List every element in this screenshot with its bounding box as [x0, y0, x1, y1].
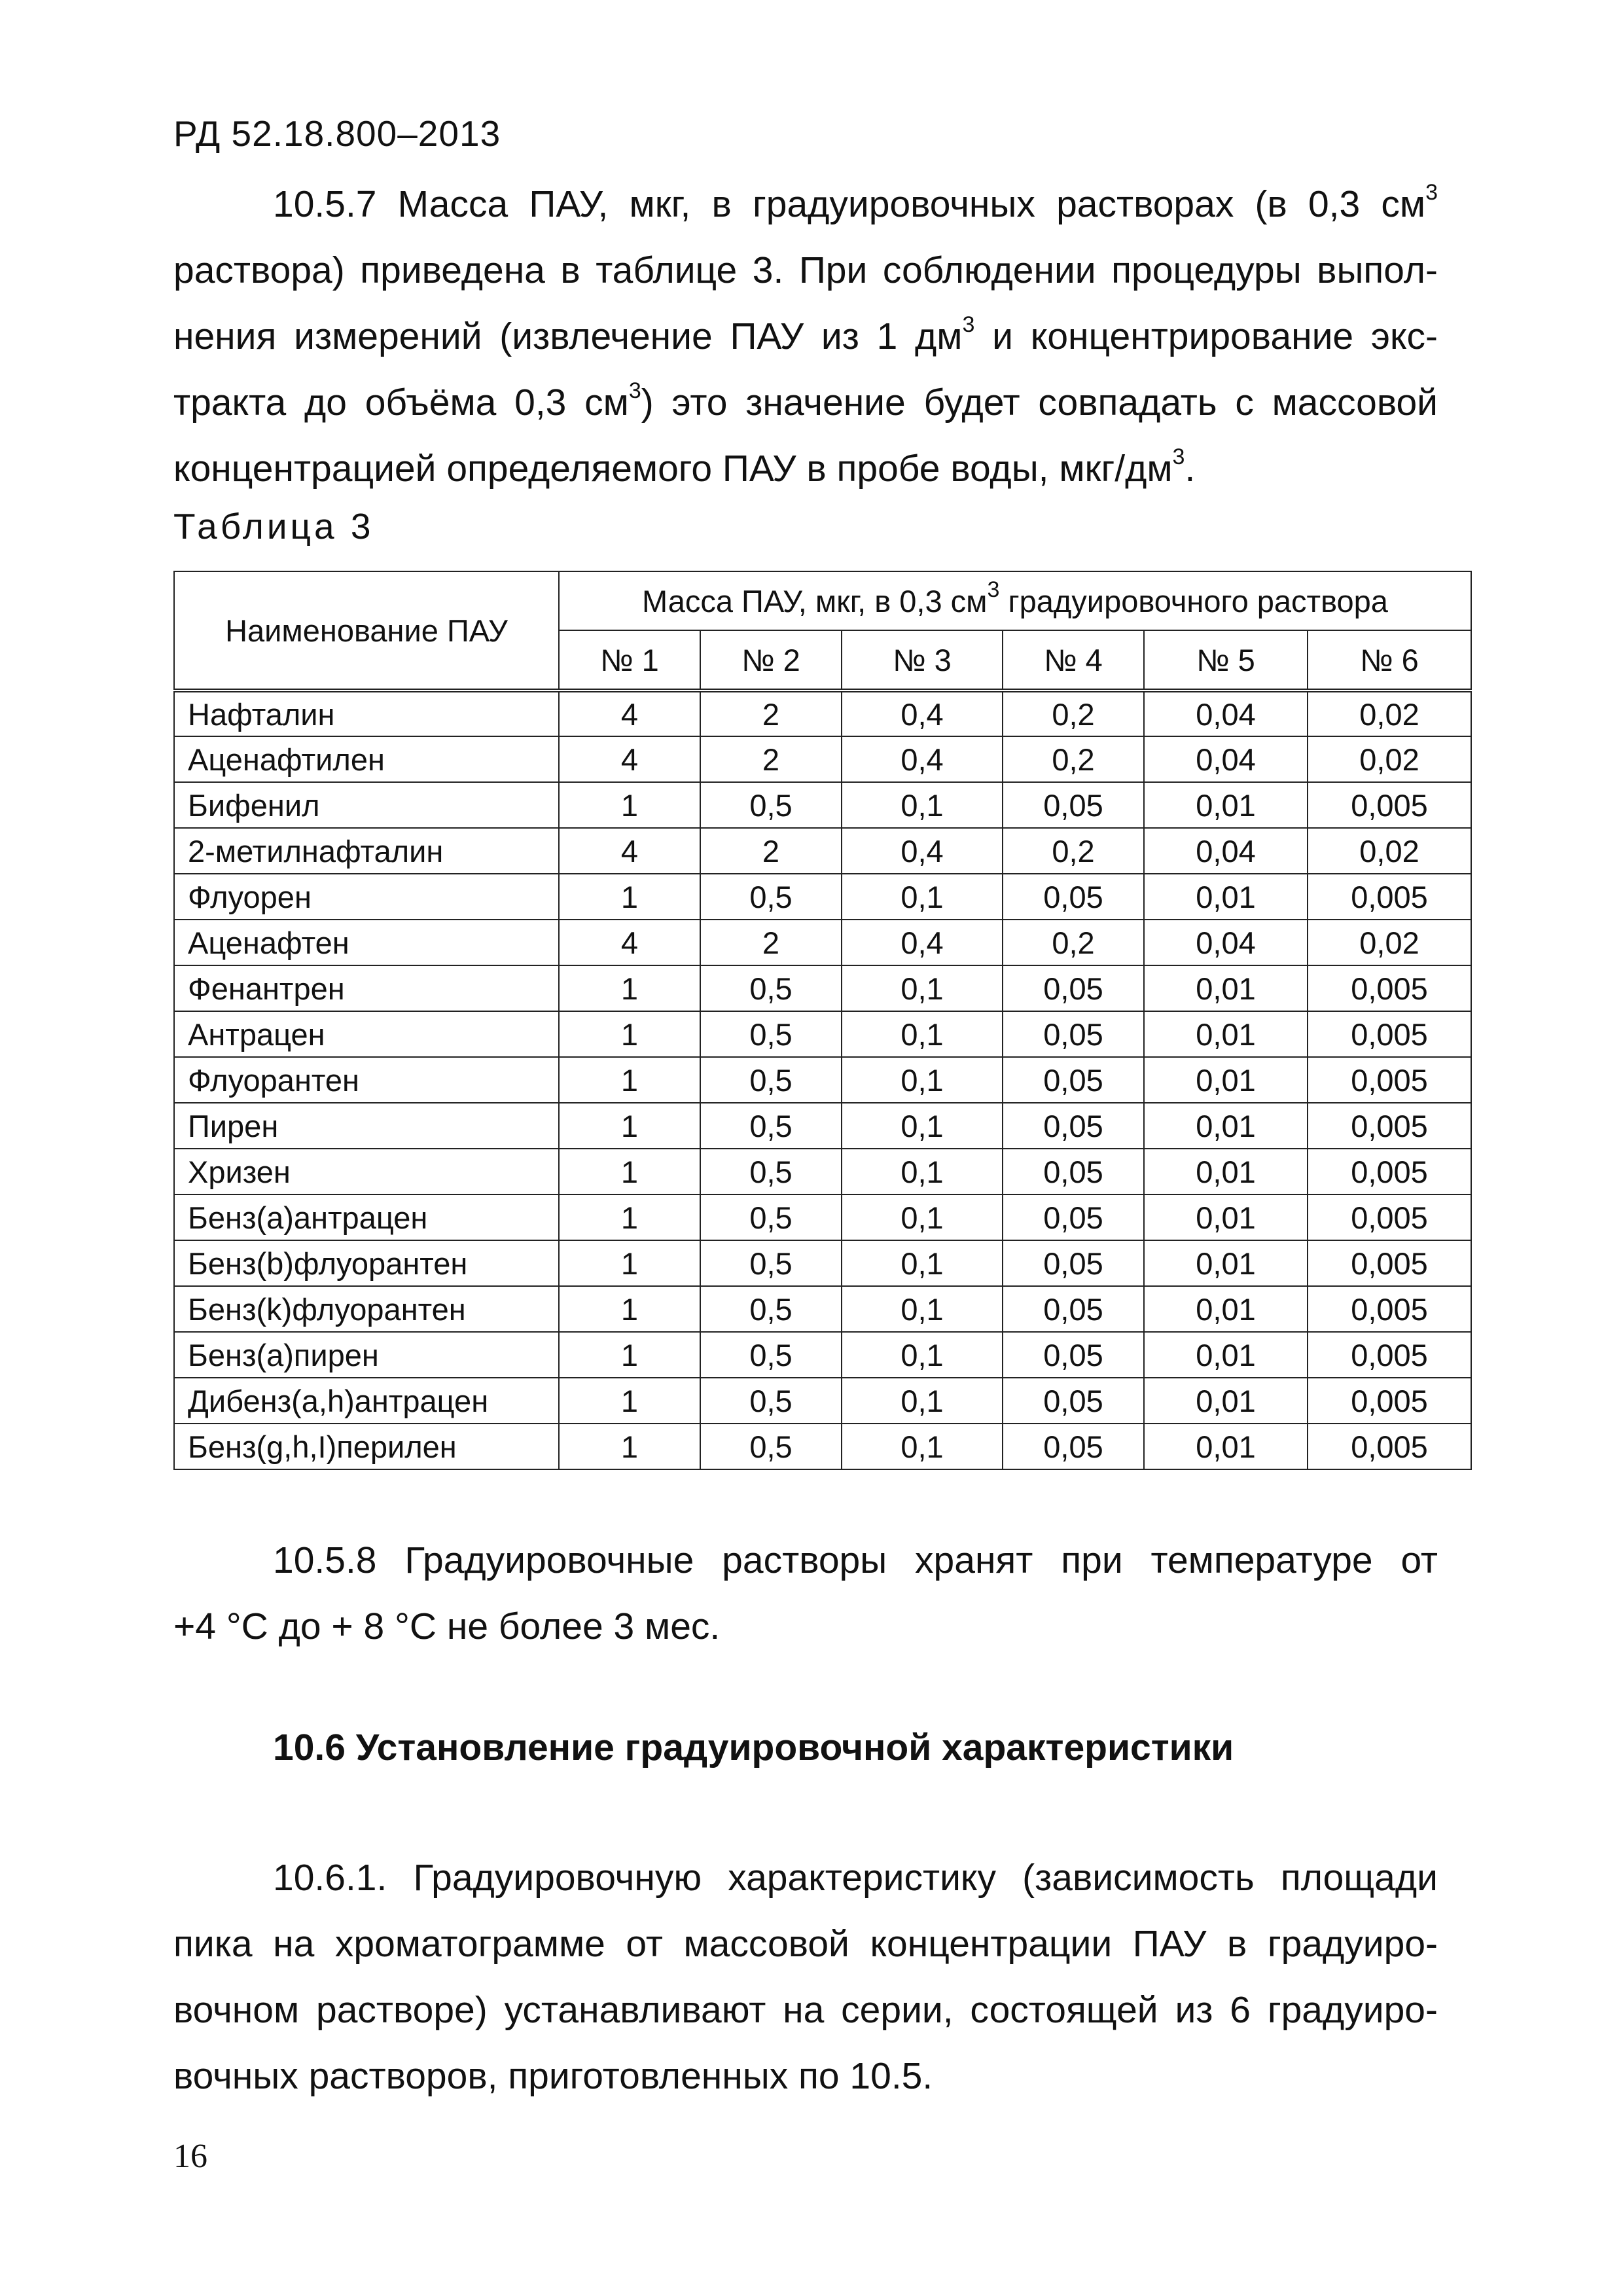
mass-cell: 0,4 — [842, 691, 1003, 736]
paragraph-10-5-7 — [173, 171, 1438, 502]
mass-cell: 4 — [559, 828, 700, 874]
mass-cell: 0,01 — [1144, 1424, 1308, 1469]
mass-cell: 0,5 — [700, 782, 842, 828]
superscript: 3 — [987, 577, 1000, 602]
mass-cell: 1 — [559, 1286, 700, 1332]
text-line — [173, 436, 1438, 502]
pah-name-cell: Нафталин — [174, 691, 559, 736]
mass-cell: 0,5 — [700, 1103, 842, 1149]
mass-cell: 0,05 — [1003, 1332, 1144, 1378]
column-header: № 1 — [559, 630, 700, 691]
pah-name-cell: Пирен — [174, 1103, 559, 1149]
text-run: нения измерений (извлечение ПАУ из 1 дм — [173, 315, 963, 357]
text-run: 10.5.8 Градуировочные растворы хранят при температуре от — [273, 1539, 1438, 1581]
column-group-header-text-end: градуировочного раствора — [999, 583, 1388, 619]
column-group-header — [559, 571, 1471, 630]
table-row — [174, 1332, 1471, 1378]
table-row — [174, 1286, 1471, 1332]
text-run: вочных растворов, приготовленных по 10.5. — [173, 2055, 933, 2097]
mass-cell: 0,01 — [1144, 782, 1308, 828]
superscript: 3 — [1425, 180, 1438, 205]
mass-cell: 0,02 — [1308, 691, 1471, 736]
mass-cell: 0,1 — [842, 1149, 1003, 1194]
mass-cell: 4 — [559, 736, 700, 782]
mass-cell: 0,2 — [1003, 920, 1144, 965]
mass-cell: 0,05 — [1003, 1194, 1144, 1240]
column-header: № 4 — [1003, 630, 1144, 691]
mass-cell: 0,1 — [842, 1240, 1003, 1286]
mass-cell: 0,1 — [842, 874, 1003, 920]
mass-cell: 0,01 — [1144, 1194, 1308, 1240]
mass-cell: 0,1 — [842, 782, 1003, 828]
column-header: № 6 — [1308, 630, 1471, 691]
mass-cell: 0,5 — [700, 1057, 842, 1103]
mass-cell: 0,1 — [842, 965, 1003, 1011]
text-run: 10.5.7 Масса ПАУ, мкг, в градуировочных растворах (в 0,3 см — [273, 183, 1426, 225]
table-row — [174, 1011, 1471, 1057]
table-row — [174, 1194, 1471, 1240]
mass-cell: 0,2 — [1003, 691, 1144, 736]
mass-cell: 4 — [559, 920, 700, 965]
text-run: пика на хроматограмме от массовой концентрации ПАУ в градуиро- — [173, 1923, 1438, 1965]
mass-cell: 0,05 — [1003, 782, 1144, 828]
mass-cell: 0,01 — [1144, 1332, 1308, 1378]
column-header: № 5 — [1144, 630, 1308, 691]
mass-cell: 1 — [559, 965, 700, 1011]
table-row — [174, 874, 1471, 920]
pah-name-cell: Хризен — [174, 1149, 559, 1194]
section-heading: 10.6 Установление градуировочной характеристики — [273, 1727, 1234, 1768]
mass-cell: 0,05 — [1003, 965, 1144, 1011]
mass-cell: 1 — [559, 1194, 700, 1240]
mass-cell: 0,05 — [1003, 1149, 1144, 1194]
mass-cell: 0,05 — [1003, 874, 1144, 920]
pah-name-cell: 2-метилнафталин — [174, 828, 559, 874]
table-row — [174, 1149, 1471, 1194]
mass-cell: 2 — [700, 736, 842, 782]
pah-name-cell: Бенз(g,h,I)перилен — [174, 1424, 559, 1469]
mass-cell: 0,01 — [1144, 1057, 1308, 1103]
superscript: 3 — [962, 312, 975, 337]
table-row — [174, 1103, 1471, 1149]
table-row — [174, 691, 1471, 736]
superscript: 3 — [1172, 444, 1185, 469]
table-row — [174, 1378, 1471, 1424]
mass-cell: 0,005 — [1308, 1194, 1471, 1240]
mass-cell: 0,04 — [1144, 736, 1308, 782]
mass-cell: 0,01 — [1144, 1286, 1308, 1332]
superscript: 3 — [628, 378, 641, 403]
text-line — [173, 2043, 1438, 2109]
mass-cell: 0,01 — [1144, 1149, 1308, 1194]
mass-cell: 1 — [559, 874, 700, 920]
mass-cell: 0,5 — [700, 1149, 842, 1194]
mass-cell: 1 — [559, 1103, 700, 1149]
mass-cell: 0,5 — [700, 1286, 842, 1332]
mass-cell: 0,005 — [1308, 874, 1471, 920]
mass-cell: 0,01 — [1144, 1011, 1308, 1057]
mass-cell: 0,005 — [1308, 1332, 1471, 1378]
text-line — [173, 1594, 1438, 1660]
mass-cell: 0,2 — [1003, 736, 1144, 782]
mass-cell: 0,05 — [1003, 1286, 1144, 1332]
text-line — [173, 370, 1438, 436]
mass-cell: 0,05 — [1003, 1424, 1144, 1469]
text-run: тракта до объёма 0,3 см — [173, 382, 629, 423]
mass-cell: 0,1 — [842, 1194, 1003, 1240]
table-row — [174, 965, 1471, 1011]
mass-cell: 0,5 — [700, 1240, 842, 1286]
text-line — [173, 1977, 1438, 2043]
mass-cell: 0,02 — [1308, 920, 1471, 965]
text-line — [173, 238, 1438, 304]
mass-cell: 0,4 — [842, 736, 1003, 782]
pah-name-cell: Бенз(b)флуорантен — [174, 1240, 559, 1286]
mass-cell: 0,1 — [842, 1057, 1003, 1103]
mass-cell: 2 — [700, 828, 842, 874]
mass-cell: 0,005 — [1308, 1149, 1471, 1194]
text-run: вочном растворе) устанавливают на серии, состоящей из 6 градуиро- — [173, 1989, 1438, 2031]
mass-cell: 0,05 — [1003, 1057, 1144, 1103]
pah-name-cell: Фенантрен — [174, 965, 559, 1011]
column-header: № 2 — [700, 630, 842, 691]
text-line — [173, 171, 1438, 238]
mass-cell: 0,01 — [1144, 874, 1308, 920]
mass-cell: 0,01 — [1144, 1378, 1308, 1424]
table-row — [174, 736, 1471, 782]
mass-cell: 0,005 — [1308, 1378, 1471, 1424]
mass-cell: 0,01 — [1144, 1240, 1308, 1286]
mass-cell: 0,02 — [1308, 736, 1471, 782]
mass-cell: 0,1 — [842, 1103, 1003, 1149]
mass-cell: 0,005 — [1308, 1240, 1471, 1286]
mass-cell: 0,02 — [1308, 828, 1471, 874]
mass-cell: 0,05 — [1003, 1378, 1144, 1424]
text-line — [173, 304, 1438, 370]
mass-cell: 0,005 — [1308, 1424, 1471, 1469]
mass-cell: 0,05 — [1003, 1240, 1144, 1286]
mass-cell: 2 — [700, 920, 842, 965]
mass-cell: 0,04 — [1144, 691, 1308, 736]
text-line — [173, 1528, 1438, 1594]
document-code: РД 52.18.800–2013 — [173, 113, 501, 154]
mass-cell: 0,5 — [700, 1378, 842, 1424]
text-run: +4 °С до + 8 °С не более 3 мес. — [173, 1605, 721, 1647]
mass-cell: 0,1 — [842, 1424, 1003, 1469]
mass-cell: 0,01 — [1144, 965, 1308, 1011]
mass-cell: 0,1 — [842, 1286, 1003, 1332]
mass-cell: 0,1 — [842, 1378, 1003, 1424]
paragraph-10-6-1 — [173, 1845, 1438, 2109]
column-header-name: Наименование ПАУ — [174, 571, 559, 691]
pah-name-cell: Бенз(k)флуорантен — [174, 1286, 559, 1332]
mass-cell: 0,1 — [842, 1332, 1003, 1378]
page-number: 16 — [173, 2138, 207, 2175]
mass-cell: 0,005 — [1308, 965, 1471, 1011]
mass-cell: 0,4 — [842, 828, 1003, 874]
mass-cell: 1 — [559, 1424, 700, 1469]
pah-name-cell: Аценафтилен — [174, 736, 559, 782]
pah-name-cell: Бенз(а)пирен — [174, 1332, 559, 1378]
mass-cell: 0,01 — [1144, 1103, 1308, 1149]
column-header: № 3 — [842, 630, 1003, 691]
mass-cell: 0,005 — [1308, 1286, 1471, 1332]
pah-name-cell: Аценафтен — [174, 920, 559, 965]
table-caption: Таблица 3 — [173, 506, 374, 547]
pah-name-cell: Бенз(а)антрацен — [174, 1194, 559, 1240]
text-line — [173, 1911, 1438, 1977]
pah-name-cell: Дибенз(a,h)антрацен — [174, 1378, 559, 1424]
mass-cell: 1 — [559, 782, 700, 828]
text-run: ) это значение будет совпадать с массовой — [641, 382, 1438, 423]
table-row — [174, 1424, 1471, 1469]
mass-cell: 0,04 — [1144, 920, 1308, 965]
mass-cell: 0,05 — [1003, 1103, 1144, 1149]
mass-cell: 0,4 — [842, 920, 1003, 965]
mass-cell: 1 — [559, 1240, 700, 1286]
mass-cell: 0,04 — [1144, 828, 1308, 874]
mass-cell: 1 — [559, 1149, 700, 1194]
mass-cell: 0,05 — [1003, 1011, 1144, 1057]
mass-cell: 1 — [559, 1332, 700, 1378]
mass-cell: 0,1 — [842, 1011, 1003, 1057]
text-run: концентрацией определяемого ПАУ в пробе воды, мкг/дм — [173, 448, 1173, 490]
pah-name-cell: Флуорантен — [174, 1057, 559, 1103]
text-run: раствора) приведена в таблице 3. При соблюдении процедуры выпол- — [173, 249, 1438, 291]
mass-cell: 0,005 — [1308, 782, 1471, 828]
column-group-header-text: Масса ПАУ, мкг, в 0,3 см — [642, 583, 988, 619]
paragraph-10-5-8 — [173, 1528, 1438, 1660]
text-run: и концентрирование экс- — [974, 315, 1438, 357]
mass-cell: 0,005 — [1308, 1057, 1471, 1103]
mass-cell: 4 — [559, 691, 700, 736]
mass-cell: 1 — [559, 1011, 700, 1057]
pah-name-cell: Флуорен — [174, 874, 559, 920]
mass-cell: 1 — [559, 1378, 700, 1424]
mass-cell: 0,5 — [700, 965, 842, 1011]
mass-cell: 0,5 — [700, 874, 842, 920]
mass-cell: 0,5 — [700, 1194, 842, 1240]
mass-cell: 0,005 — [1308, 1103, 1471, 1149]
pah-name-cell: Бифенил — [174, 782, 559, 828]
table-row — [174, 1057, 1471, 1103]
mass-cell: 2 — [700, 691, 842, 736]
table-row — [174, 782, 1471, 828]
text-line — [173, 1845, 1438, 1911]
calibration-mass-table — [173, 571, 1472, 1470]
mass-cell: 0,5 — [700, 1332, 842, 1378]
table-row — [174, 1240, 1471, 1286]
table-row — [174, 920, 1471, 965]
mass-cell: 0,005 — [1308, 1011, 1471, 1057]
table-row — [174, 828, 1471, 874]
mass-cell: 1 — [559, 1057, 700, 1103]
pah-name-cell: Антрацен — [174, 1011, 559, 1057]
mass-cell: 0,5 — [700, 1011, 842, 1057]
text-run: . — [1185, 448, 1196, 490]
text-run: 10.6.1. Градуировочную характеристику (зависимость площади — [273, 1857, 1438, 1899]
mass-cell: 0,2 — [1003, 828, 1144, 874]
mass-cell: 0,5 — [700, 1424, 842, 1469]
